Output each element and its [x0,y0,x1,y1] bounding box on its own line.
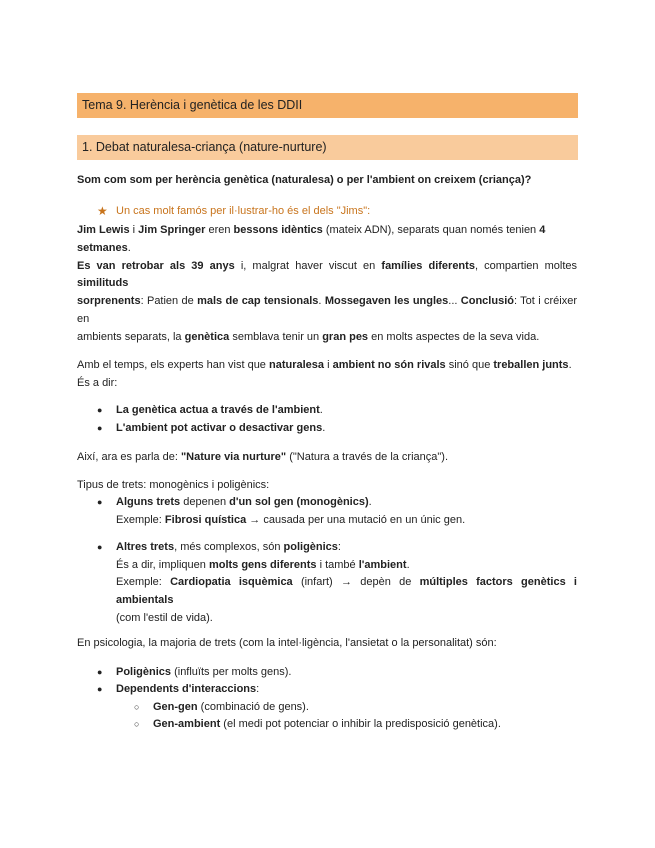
list-item [97,420,578,438]
text-line [77,258,577,293]
bold-text: ambient no són rivals [332,358,446,371]
text: És a dir: [77,376,118,389]
bold-text: similituds [77,277,129,289]
text-line [77,172,578,190]
list-item [97,203,578,221]
text-line [116,574,577,609]
bold-text: mals de cap tensionals [197,295,319,307]
list-item [97,539,578,557]
text: . [368,496,372,508]
list-item [97,664,578,682]
list-item [97,402,578,420]
text-line [77,449,578,467]
text: : [256,683,260,695]
bold-text: l'ambient [358,558,407,571]
text: i també [316,558,359,571]
text: ... [448,295,461,307]
bold-text: famílies diferents [381,259,475,272]
text-line [77,357,578,375]
text: És a dir, impliquen [116,558,209,571]
bold-text: naturalesa [268,358,325,371]
text: Tipus de trets: monogènics i poligènics: [77,478,270,491]
bold-text: L'ambient pot activar o desactivar gens [116,421,323,434]
list-item [134,716,578,734]
bold-text: Poligènics [116,665,172,678]
bullet-icon: ● [97,684,103,694]
bold-text: múltiples factors genètics i ambientals [116,576,577,606]
bold-text: molts gens diferents [208,558,317,571]
bold-text: sorprenents [77,295,141,307]
text: i [324,358,333,371]
section-bar [77,135,578,160]
text: . [319,403,323,416]
bold-text: poligènics [283,540,338,553]
title-bar [77,93,578,118]
bold-text: Conclusió [460,295,514,307]
bold-text: Jim Lewis [77,224,130,236]
bold-text: 4 setmanes [77,224,546,254]
text: (infart) → depèn de [292,576,420,588]
text: . [127,241,131,254]
text: Així, ara es parla de: [77,450,181,463]
bullet-icon: ● [97,422,103,433]
bold-text: d'un sol gen (monogènics) [229,496,369,508]
text: Un cas molt famós per il·lustrar-ho és el dels "Jims": [116,205,371,217]
text: . [322,421,326,434]
text-line [116,610,578,628]
text: → causada per una mutació en un únic gen. [246,513,466,526]
text: (com l'estil de vida). [116,611,213,624]
text: sinó que [445,358,494,371]
text: , més complexos, són [174,540,284,553]
text-line [116,557,578,575]
bold-text: Es van retrobar als 39 anys [77,259,235,272]
bold-text: gran pes [322,330,369,343]
bold-text: Fibrosi quística [164,513,247,526]
bullet-icon: ● [97,404,103,415]
text: Amb el temps, els experts han vist que [77,358,269,371]
text: En psicologia, la majoria de trets (com la intel·ligència, l'ansietat o la personalitat) són: [77,636,497,649]
bold-text: Mossegaven les ungles [324,295,449,307]
text: (mateix ADN), separats quan només tenien [322,224,540,236]
list-item [97,681,578,699]
text: depenen [180,496,230,508]
text-line [77,375,578,393]
doc-title: Tema 9. Herència i genètica de les DDII [82,98,303,112]
bold-text: Alguns trets [116,496,181,508]
bullet-icon: ● [97,666,103,677]
bold-text: Cardiopatia isquèmica [170,576,293,588]
text: Exemple: [116,513,165,526]
bold-text: Som com som per herència genètica (naturalesa) o per l'ambient on creixem (criança)? [77,174,532,186]
text: . [318,295,325,307]
text: (influïts per molts gens). [171,665,292,678]
bold-text: Dependents d'interaccions [116,683,257,695]
text: : Patien de [140,295,198,307]
text-line [77,222,578,257]
text: i [129,224,139,236]
document-body [0,172,655,734]
text: ambients separats, la [77,330,185,343]
text: ("Natura a través de la criança"). [286,450,449,463]
bold-text: genètica [184,330,230,343]
bold-text: Altres trets [116,540,175,553]
section-heading: 1. Debat naturalesa-criança (nature-nurture) [82,140,327,154]
text-line [77,329,578,347]
text-line [77,635,578,653]
sub-bullet-icon: ○ [134,719,140,729]
bullet-icon: ● [97,541,103,552]
text: . [406,558,410,571]
text: . [568,358,572,371]
text: : Tot i créixer en [77,295,577,325]
text: i, malgrat haver viscut en [234,259,382,272]
bullet-icon: ● [97,497,103,507]
bold-text: La genètica actua a través de l'ambient [116,403,320,416]
text: semblava tenir un [229,330,323,343]
text: (combinació de gens). [197,700,309,713]
text: : [337,540,341,553]
bold-text: Gen-ambient [153,718,221,730]
list-item [97,494,578,512]
text-line [116,512,578,530]
text: (el medi pot potenciar o inhibir la predisposició genètica). [220,718,501,730]
text: , compartien moltes [474,259,578,272]
bold-text: Gen-gen [153,700,198,713]
list-item [134,699,578,717]
text: eren [205,224,234,236]
bold-text: "Nature via nurture" [180,450,287,463]
bold-text: bessons idèntics [233,224,323,236]
text: Exemple: [116,576,171,588]
bold-text: treballen junts [493,358,569,371]
star-icon: ★ [97,204,108,218]
text-line [77,293,577,328]
text: en molts aspectes de la seva vida. [368,330,540,343]
text-line [77,477,578,495]
bold-text: Jim Springer [138,224,206,236]
sub-bullet-icon: ○ [134,701,140,712]
